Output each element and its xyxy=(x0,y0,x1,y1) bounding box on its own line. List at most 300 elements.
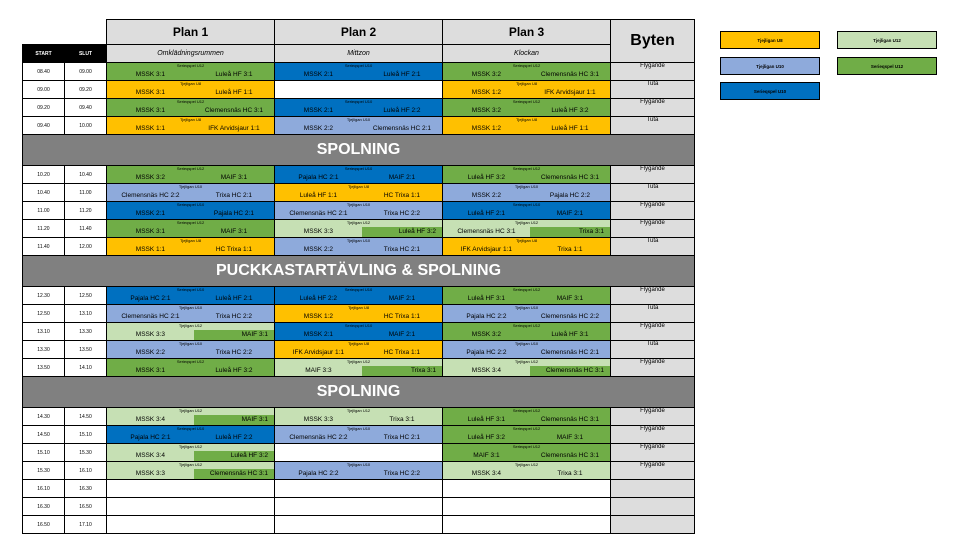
matchup xyxy=(443,245,610,255)
byte-label: Tuta xyxy=(611,184,695,202)
game-cell-plan-2 xyxy=(275,238,443,256)
league-label: Tjejligan U12 xyxy=(514,359,539,364)
end-time: 13.10 xyxy=(65,305,107,323)
away-team: Trixa 1:1 xyxy=(557,246,583,253)
end-time: 16.10 xyxy=(65,462,107,480)
byte-label: Flygande xyxy=(611,220,695,238)
home-team: Luleå HF 2:1 xyxy=(467,210,506,217)
start-time: 15.10 xyxy=(23,444,65,462)
game-cell-plan-3 xyxy=(443,184,611,202)
schedule-row xyxy=(23,220,695,238)
game-cell-plan-2 xyxy=(275,81,443,99)
byte-label: Tuta xyxy=(611,305,695,323)
league-label: Tjejligan U12 xyxy=(178,323,203,328)
home-team: MSSK 2:1 xyxy=(303,107,334,114)
away-team: Clemensnäs HC 2:1 xyxy=(372,125,431,132)
home-team: Luleå HF 2:2 xyxy=(299,295,338,302)
game-cell-plan-1 xyxy=(107,359,275,377)
league-label: Serieqspel U12 xyxy=(176,99,205,104)
away-team: Clemensnäs HC 3:1 xyxy=(540,416,599,423)
matchup xyxy=(443,366,610,376)
game-cell-plan-3 xyxy=(443,462,611,480)
start-time: 14.50 xyxy=(23,426,65,444)
home-team: Pajala HC 2:2 xyxy=(298,470,339,477)
league-label: Tjejligan U8 xyxy=(347,184,370,189)
home-team: MSSK 3:3 xyxy=(303,228,334,235)
start-time: 08.40 xyxy=(23,63,65,81)
home-team: MSSK 3:1 xyxy=(135,89,166,96)
game-cell-plan-2 xyxy=(275,99,443,117)
byte-label: Flygande xyxy=(611,444,695,462)
league-label: Serieqspel U10 xyxy=(176,426,205,431)
schedule-row xyxy=(23,287,695,305)
league-label: Tjejligan U8 xyxy=(515,238,538,243)
game-cell-plan-1 xyxy=(107,238,275,256)
home-team: Pajala HC 2:1 xyxy=(298,174,339,181)
away-team: Trixa 3:1 xyxy=(557,470,583,477)
end-time: 09.00 xyxy=(65,63,107,81)
end-time: 15.30 xyxy=(65,444,107,462)
matchup xyxy=(275,312,442,322)
matchup xyxy=(443,209,610,219)
home-team: Pajala HC 2:1 xyxy=(130,434,171,441)
byte-label: Tuta xyxy=(611,341,695,359)
plan-2-subtitle: Mittzon xyxy=(275,45,443,63)
schedule-row xyxy=(23,81,695,99)
end-time: 16.50 xyxy=(65,498,107,516)
away-team: Trixa HC 2:1 xyxy=(383,434,421,441)
league-label: Tjejligan U10 xyxy=(346,426,371,431)
start-time: 11.20 xyxy=(23,220,65,238)
game-cell-plan-1 xyxy=(107,498,275,516)
end-time: 09.20 xyxy=(65,81,107,99)
home-team: MSSK 3:3 xyxy=(303,416,334,423)
home-team: MSSK 3:4 xyxy=(471,367,502,374)
matchup xyxy=(275,469,442,479)
matchup xyxy=(107,330,274,340)
league-label: Serieqspel U12 xyxy=(512,323,541,328)
game-cell-plan-3 xyxy=(443,305,611,323)
matchup xyxy=(107,227,274,237)
game-cell-plan-3 xyxy=(443,99,611,117)
matchup xyxy=(107,451,274,461)
league-label: Tjejligan U8 xyxy=(179,117,202,122)
matchup xyxy=(443,469,610,479)
home-team: Luleå HF 3:2 xyxy=(467,434,506,441)
game-cell-plan-1 xyxy=(107,220,275,238)
game-cell-plan-3 xyxy=(443,341,611,359)
league-label: Tjejligan U8 xyxy=(347,305,370,310)
game-cell-plan-3 xyxy=(443,166,611,184)
game-cell-plan-2 xyxy=(275,408,443,426)
schedule-row xyxy=(23,359,695,377)
home-team: MSSK 3:3 xyxy=(135,331,166,338)
game-cell-plan-1 xyxy=(107,444,275,462)
end-time: 11.20 xyxy=(65,202,107,220)
home-team: MSSK 3:1 xyxy=(135,367,166,374)
league-label: Tjejligan U10 xyxy=(346,462,371,467)
game-cell-plan-1 xyxy=(107,287,275,305)
schedule-row xyxy=(23,202,695,220)
game-cell-plan-1 xyxy=(107,462,275,480)
schedule-table xyxy=(22,19,695,534)
away-team: Luleå HF 3:2 xyxy=(215,367,253,374)
schedule-row xyxy=(23,184,695,202)
matchup xyxy=(275,433,442,443)
away-team: Clemensnäs HC 3:1 xyxy=(540,452,599,459)
home-team: Clemensnäs HC 2:2 xyxy=(121,192,180,199)
home-team: Pajala HC 2:2 xyxy=(466,313,507,320)
schedule-row xyxy=(23,480,695,498)
game-cell-plan-1 xyxy=(107,202,275,220)
end-time: 13.30 xyxy=(65,323,107,341)
league-label: Serieqspel U12 xyxy=(176,166,205,171)
matchup xyxy=(275,191,442,201)
league-label: Tjejligan U12 xyxy=(178,444,203,449)
home-team: MSSK 3:2 xyxy=(471,107,502,114)
game-cell-plan-2 xyxy=(275,63,443,81)
away-team: Clemensnäs HC 2:1 xyxy=(540,349,599,356)
away-team: Luleå HF 2:1 xyxy=(383,71,421,78)
home-team: MSSK 3:4 xyxy=(135,416,166,423)
league-label: Tjejligan U12 xyxy=(514,220,539,225)
legend-item: Tjejligan U8 xyxy=(720,31,820,49)
matchup xyxy=(275,124,442,134)
legend-item: Serieqspel U10 xyxy=(720,82,820,100)
game-cell-plan-3 xyxy=(443,359,611,377)
game-cell-plan-3 xyxy=(443,238,611,256)
home-team: Clemensnäs HC 2:1 xyxy=(289,210,348,217)
home-team: MSSK 3:2 xyxy=(135,174,166,181)
schedule-row xyxy=(23,408,695,426)
game-cell-plan-1 xyxy=(107,516,275,534)
home-team: MSSK 3:1 xyxy=(135,71,166,78)
away-team: Pajala HC 2:2 xyxy=(549,192,590,199)
start-time: 16.30 xyxy=(23,498,65,516)
matchup xyxy=(443,451,610,461)
byte-label: Tuta xyxy=(611,238,695,256)
home-team: MSSK 3:3 xyxy=(135,470,166,477)
league-label: Tjejligan U8 xyxy=(515,81,538,86)
away-team: Pajala HC 2:1 xyxy=(213,210,254,217)
game-cell-plan-2 xyxy=(275,359,443,377)
start-time: 10.20 xyxy=(23,166,65,184)
start-time: 15.30 xyxy=(23,462,65,480)
end-time: 09.40 xyxy=(65,99,107,117)
league-label: Tjejligan U12 xyxy=(346,220,371,225)
schedule-row xyxy=(23,99,695,117)
home-team: MSSK 2:2 xyxy=(303,125,334,132)
matchup xyxy=(107,312,274,322)
game-cell-plan-1 xyxy=(107,426,275,444)
away-team: Luleå HF 3:1 xyxy=(215,71,253,78)
away-team: Clemensnäs HC 3:1 xyxy=(540,174,599,181)
home-team: MSSK 1:1 xyxy=(135,246,166,253)
home-team: Clemensnäs HC 3:1 xyxy=(457,228,516,235)
plan-3-subtitle: Klockan xyxy=(443,45,611,63)
league-label: Serieqspel U12 xyxy=(176,220,205,225)
plan-3-title: Plan 3 xyxy=(443,20,611,45)
start-time: 12.30 xyxy=(23,287,65,305)
game-cell-plan-1 xyxy=(107,99,275,117)
banner-text: PUCKKASTARTÄVLING & SPOLNING xyxy=(23,256,695,287)
league-label: Tjejligan U10 xyxy=(346,238,371,243)
game-cell-plan-3 xyxy=(443,117,611,135)
home-team: Luleå HF 3:1 xyxy=(467,416,506,423)
home-team: IFK Arvidsjaur 1:1 xyxy=(292,349,345,356)
matchup xyxy=(443,191,610,201)
byte-label: Flygande xyxy=(611,99,695,117)
game-cell-plan-2 xyxy=(275,341,443,359)
end-time: 16.30 xyxy=(65,480,107,498)
away-team: MAIF 2:1 xyxy=(388,331,416,338)
away-team: Trixa 3:1 xyxy=(530,227,610,237)
game-cell-plan-3 xyxy=(443,63,611,81)
away-team: Trixa HC 2:2 xyxy=(383,470,421,477)
matchup xyxy=(275,245,442,255)
away-team: Trixa HC 2:2 xyxy=(383,210,421,217)
matchup xyxy=(107,469,274,479)
byte-label: Tuta xyxy=(611,81,695,99)
away-team: Trixa HC 2:2 xyxy=(215,349,253,356)
schedule-row xyxy=(23,323,695,341)
away-team: HC Trixa 1:1 xyxy=(383,192,420,199)
league-label: Tjejligan U12 xyxy=(346,359,371,364)
home-team: MAIF 3:1 xyxy=(473,452,500,459)
game-cell-plan-3 xyxy=(443,498,611,516)
league-label: Serieqspel U10 xyxy=(344,323,373,328)
league-label: Serieqspel U12 xyxy=(512,99,541,104)
matchup xyxy=(107,294,274,304)
away-team: Luleå HF 3:1 xyxy=(551,331,589,338)
banner-row xyxy=(23,135,695,166)
league-label: Serieqspel U10 xyxy=(344,63,373,68)
home-team: MSSK 3:1 xyxy=(135,107,166,114)
banner-text: SPOLNING xyxy=(23,135,695,166)
byte-label xyxy=(611,516,695,534)
matchup xyxy=(275,294,442,304)
banner-text: SPOLNING xyxy=(23,377,695,408)
away-team: HC Trixa 1:1 xyxy=(383,313,420,320)
plan-1-subtitle: Omklädningsrummen xyxy=(107,45,275,63)
matchup xyxy=(107,70,274,80)
game-cell-plan-2 xyxy=(275,498,443,516)
league-label: Tjejligan U10 xyxy=(178,341,203,346)
league-label: Serieqspel U12 xyxy=(512,426,541,431)
game-cell-plan-3 xyxy=(443,287,611,305)
game-cell-plan-3 xyxy=(443,202,611,220)
start-time: 13.10 xyxy=(23,323,65,341)
home-team: Clemensnäs HC 2:2 xyxy=(289,434,348,441)
league-label: Tjejligan U12 xyxy=(514,462,539,467)
league-label: Tjejligan U10 xyxy=(178,184,203,189)
game-cell-plan-1 xyxy=(107,166,275,184)
header-spacer xyxy=(65,20,107,45)
game-cell-plan-3 xyxy=(443,426,611,444)
byte-label: Flygande xyxy=(611,359,695,377)
matchup xyxy=(275,227,442,237)
away-team: Luleå HF 3:2 xyxy=(551,107,589,114)
matchup xyxy=(443,312,610,322)
league-label: Tjejligan U8 xyxy=(347,341,370,346)
game-cell-plan-1 xyxy=(107,480,275,498)
game-cell-plan-3 xyxy=(443,516,611,534)
league-label: Tjejligan U10 xyxy=(178,305,203,310)
byte-label xyxy=(611,480,695,498)
start-time: 10.40 xyxy=(23,184,65,202)
away-team: Clemensnäs HC 2:2 xyxy=(540,313,599,320)
matchup xyxy=(443,294,610,304)
away-team: Luleå HF 1:1 xyxy=(551,125,589,132)
away-team: Luleå HF 2:2 xyxy=(383,107,421,114)
matchup xyxy=(107,433,274,443)
end-time: 14.50 xyxy=(65,408,107,426)
start-time: 16.10 xyxy=(23,480,65,498)
end-header: SLUT xyxy=(65,45,107,63)
league-label: Serieqspel U12 xyxy=(512,444,541,449)
game-cell-plan-1 xyxy=(107,341,275,359)
league-label: Serieqspel U12 xyxy=(176,359,205,364)
byte-label: Flygande xyxy=(611,408,695,426)
home-team: MSSK 2:2 xyxy=(303,246,334,253)
start-time: 12.50 xyxy=(23,305,65,323)
matchup xyxy=(107,106,274,116)
matchup xyxy=(275,366,442,376)
away-team: IFK Arvidsjaur 1:1 xyxy=(544,89,596,96)
header-spacer xyxy=(23,20,65,45)
league-label: Tjejligan U8 xyxy=(515,117,538,122)
game-cell-plan-2 xyxy=(275,323,443,341)
league-label: Serieqspel U10 xyxy=(344,166,373,171)
away-team: IFK Arvidsjaur 1:1 xyxy=(208,125,260,132)
matchup xyxy=(107,88,274,98)
matchup xyxy=(443,415,610,425)
league-label: Serieqspel U10 xyxy=(344,99,373,104)
game-cell-plan-3 xyxy=(443,323,611,341)
matchup xyxy=(107,173,274,183)
away-team: MAIF 2:1 xyxy=(388,174,416,181)
matchup xyxy=(443,227,610,237)
league-label: Serieqspel U12 xyxy=(512,287,541,292)
byte-label: Flygande xyxy=(611,166,695,184)
game-cell-plan-1 xyxy=(107,408,275,426)
away-team: Trixa HC 2:2 xyxy=(215,313,253,320)
away-team: Luleå HF 3:2 xyxy=(362,227,442,237)
game-cell-plan-3 xyxy=(443,480,611,498)
game-cell-plan-2 xyxy=(275,462,443,480)
game-cell-plan-2 xyxy=(275,516,443,534)
home-team: Pajala HC 2:2 xyxy=(466,349,507,356)
game-cell-plan-2 xyxy=(275,444,443,462)
schedule-row xyxy=(23,63,695,81)
away-team: MAIF 2:1 xyxy=(388,295,416,302)
game-cell-plan-3 xyxy=(443,408,611,426)
league-label: Serieqspel U10 xyxy=(176,202,205,207)
game-cell-plan-2 xyxy=(275,184,443,202)
away-team: Clemensnäs HC 3:1 xyxy=(194,469,274,479)
game-cell-plan-2 xyxy=(275,202,443,220)
start-time: 14.30 xyxy=(23,408,65,426)
matchup xyxy=(107,245,274,255)
league-label: Serieqspel U10 xyxy=(344,287,373,292)
start-time: 09.40 xyxy=(23,117,65,135)
game-cell-plan-1 xyxy=(107,184,275,202)
away-team: MAIF 3:1 xyxy=(556,295,584,302)
league-label: Tjejligan U10 xyxy=(514,305,539,310)
league-label: Tjejligan U10 xyxy=(514,184,539,189)
away-team: Trixa HC 2:1 xyxy=(383,246,421,253)
byte-label xyxy=(611,498,695,516)
game-cell-plan-1 xyxy=(107,81,275,99)
plan-2-title: Plan 2 xyxy=(275,20,443,45)
game-cell-plan-2 xyxy=(275,166,443,184)
byte-label: Flygande xyxy=(611,202,695,220)
matchup xyxy=(443,88,610,98)
end-time: 10.40 xyxy=(65,166,107,184)
matchup xyxy=(443,433,610,443)
home-team: MSSK 2:1 xyxy=(135,210,166,217)
byte-label: Flygande xyxy=(611,462,695,480)
home-team: MSSK 1:2 xyxy=(471,125,502,132)
legend-item: Tjejligan U12 xyxy=(837,31,937,49)
game-cell-plan-2 xyxy=(275,480,443,498)
schedule-row xyxy=(23,444,695,462)
matchup xyxy=(443,330,610,340)
away-team: Clemensnäs HC 3:1 xyxy=(204,107,263,114)
schedule-row xyxy=(23,238,695,256)
start-time: 09.00 xyxy=(23,81,65,99)
matchup xyxy=(107,415,274,425)
league-label: Serieqspel U12 xyxy=(176,63,205,68)
start-header: START xyxy=(23,45,65,63)
matchup xyxy=(275,70,442,80)
end-time: 12.00 xyxy=(65,238,107,256)
matchup xyxy=(107,209,274,219)
end-time: 12.50 xyxy=(65,287,107,305)
league-label: Tjejligan U8 xyxy=(179,238,202,243)
matchup xyxy=(275,209,442,219)
matchup xyxy=(275,348,442,358)
game-cell-plan-3 xyxy=(443,220,611,238)
game-cell-plan-1 xyxy=(107,305,275,323)
start-time: 13.50 xyxy=(23,359,65,377)
home-team: MSSK 2:1 xyxy=(303,71,334,78)
away-team: Trixa 3:1 xyxy=(389,416,415,423)
matchup xyxy=(107,348,274,358)
league-label: Tjejligan U12 xyxy=(178,462,203,467)
game-cell-plan-1 xyxy=(107,63,275,81)
home-team: MSSK 2:2 xyxy=(135,349,166,356)
matchup xyxy=(443,106,610,116)
end-time: 11.40 xyxy=(65,220,107,238)
home-team: MSSK 3:2 xyxy=(471,71,502,78)
away-team: Luleå HF 3:2 xyxy=(194,451,274,461)
legend-item: Serieqspel U12 xyxy=(837,57,937,75)
matchup xyxy=(275,173,442,183)
start-time: 11.00 xyxy=(23,202,65,220)
home-team: MSSK 2:1 xyxy=(303,331,334,338)
home-team: MSSK 1:1 xyxy=(135,125,166,132)
game-cell-plan-1 xyxy=(107,323,275,341)
home-team: MSSK 1:2 xyxy=(471,89,502,96)
league-label: Serieqspel U12 xyxy=(512,166,541,171)
schedule-row xyxy=(23,117,695,135)
matchup xyxy=(107,191,274,201)
schedule-row xyxy=(23,305,695,323)
byte-label: Flygande xyxy=(611,63,695,81)
game-cell-plan-2 xyxy=(275,305,443,323)
matchup xyxy=(107,366,274,376)
